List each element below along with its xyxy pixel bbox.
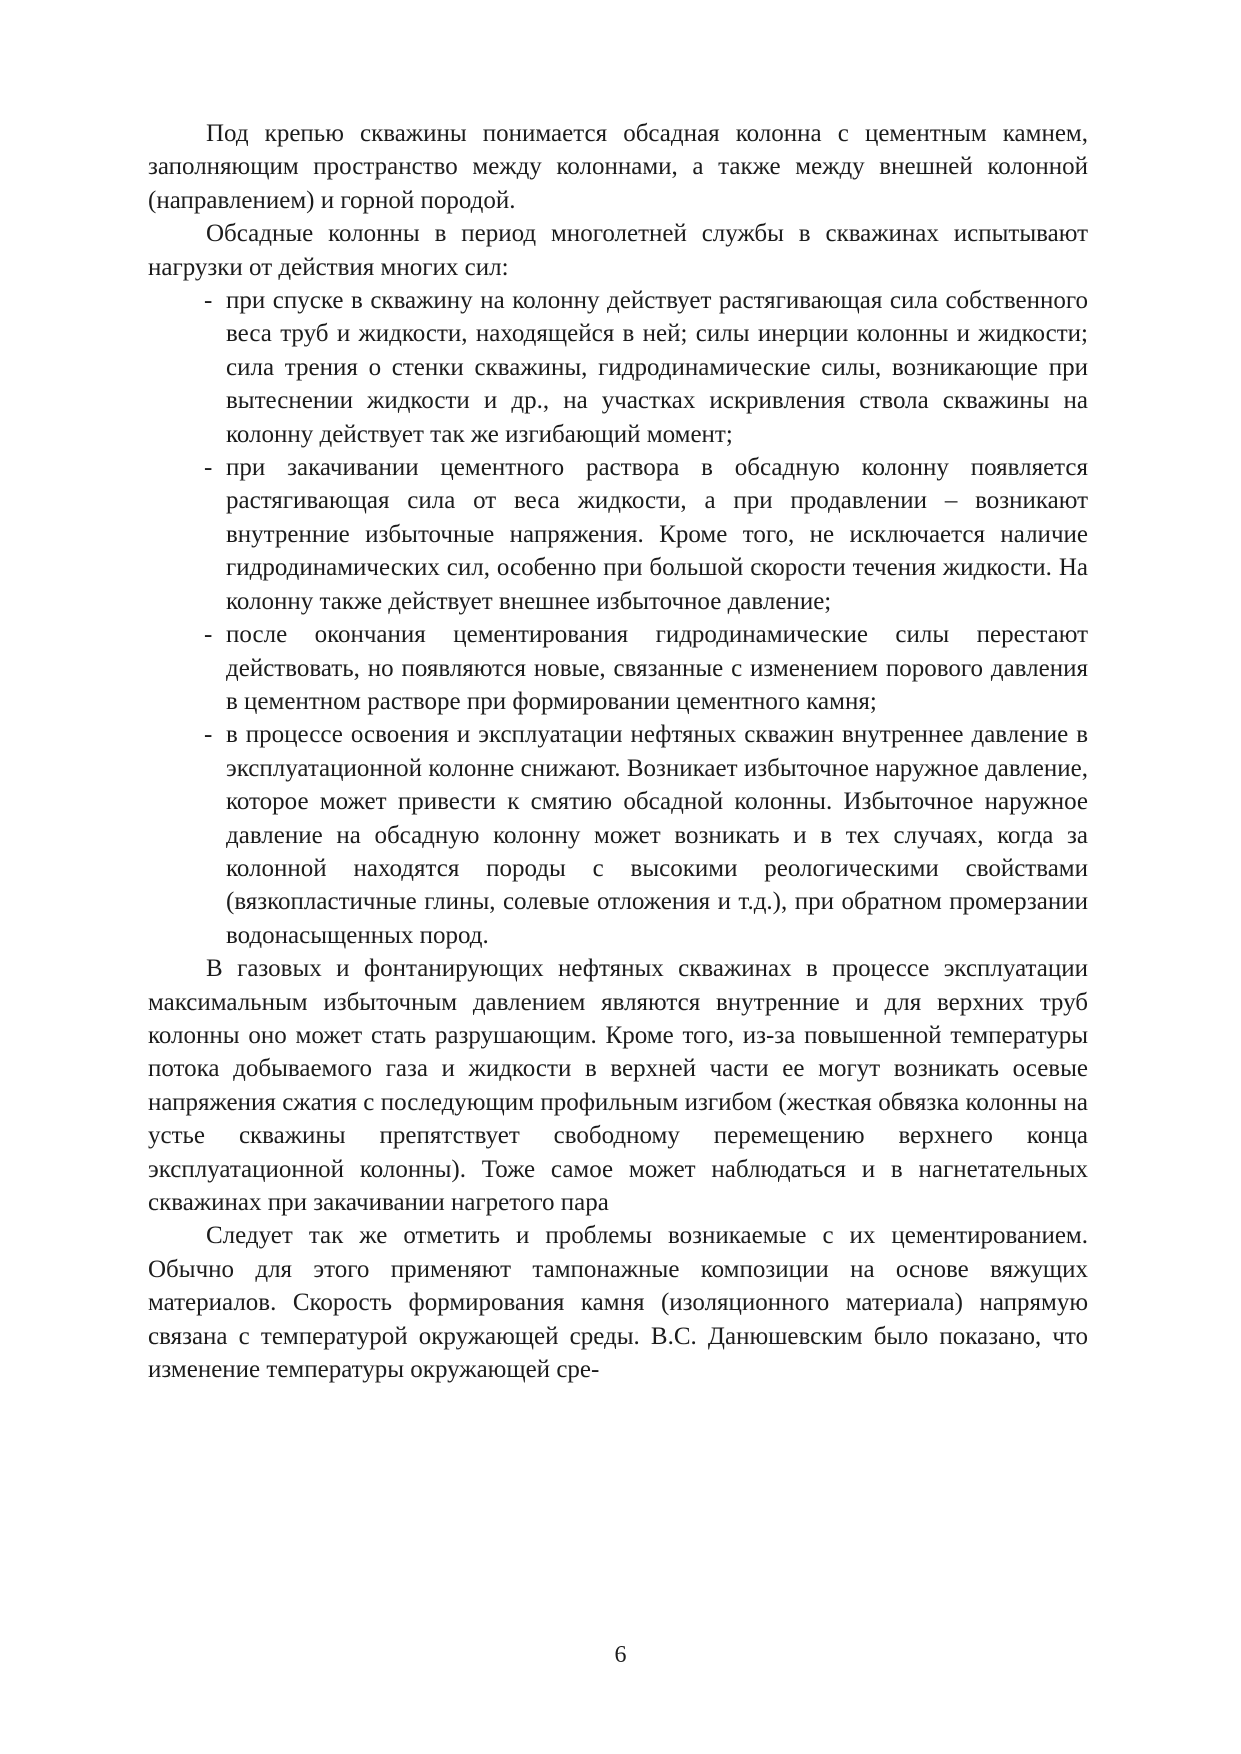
paragraph-cementing: Следует так же отметить и проблемы возникаемые с их цементированием. Обычно для этого применяют тампонажные композиции на основе вяжущих материалов. Скорость формирования камня (изоляционного материала) напрямую связана с температурой окружающей среды. В.С. Данюшевским было показано, что изменение температуры окружающей сре- xyxy=(148,1222,1088,1384)
list-item-text: в процессе освоения и эксплуатации нефтяных скважин внутреннее давление в эксплуатационной колонне снижают. Возникает избыточное наружное давление, которое может привести к смятию обсадной колонны. Избыточное наружное давление на обсадную колонну может возникать и в тех случаях, когда за колонной находятся породы с высокими реологическими свойствами (вязкопластичные глины, солевые отложения и т.д.), при обратном промерзании водонасыщенных пород. xyxy=(226,721,1088,949)
paragraph-loads-intro: Обсадные колонны в период многолетней службы в скважинах испытывают нагрузки от действия многих сил: xyxy=(148,220,1088,281)
list-item-text: после окончания цементирования гидродинамические силы перестают действовать, но появляются новые, связанные с изменением порового давления в цементном растворе при формировании цементного камня; xyxy=(226,621,1088,715)
list-bullet: - xyxy=(204,454,213,482)
list-item xyxy=(204,618,1088,718)
paragraph-casing-definition: Под крепью скважины понимается обсадная колонна с цементным камнем, заполняющим пространство между колоннами, а также между внешней колонной (направлением) и горной породой. xyxy=(148,120,1088,214)
list-item xyxy=(204,284,1088,451)
list-item xyxy=(204,451,1088,618)
list-bullet: - xyxy=(204,721,213,749)
page-number: 6 xyxy=(614,1642,627,1668)
list-bullet: - xyxy=(204,287,213,315)
list-bullet: - xyxy=(204,621,213,649)
list-item xyxy=(204,718,1088,952)
body-text xyxy=(148,117,1088,1386)
list-item-text: при спуске в скважину на колонну действует растягивающая сила собственного веса труб и жидкости, находящейся в ней; силы инерции колонны и жидкости; сила трения о стенки скважины, гидродинамические силы, возникающие при вытеснении жидкости и др., на участках искривления ствола скважины на колонну действует так же изгибающий момент; xyxy=(226,287,1088,448)
paragraph-gas-wells: В газовых и фонтанирующих нефтяных скважинах в процессе эксплуатации максимальным избыточным давлением являются внутренние и для верхних труб колонны оно может стать разрушающим. Кроме того, из-за повышенной температуры потока добываемого газа и жидкости в верхней части ее могут возникать осевые напряжения сжатия с последующим профильным изгибом (жесткая обвязка колонны на устье скважины препятствует свободному перемещению верхнего конца эксплуатационной колонны). Тоже самое может наблюдаться и в нагнетательных скважинах при закачивании нагретого пара xyxy=(148,955,1088,1216)
list-item-text: при закачивании цементного раствора в обсадную колонну появляется растягивающая сила от веса жидкости, а при продавлении – возникают внутренние избыточные напряжения. Кроме того, не исключается наличие гидродинамических сил, особенно при большой скорости течения жидкости. На колонну также действует внешнее избыточное давление; xyxy=(226,454,1088,615)
loads-list xyxy=(148,284,1088,952)
